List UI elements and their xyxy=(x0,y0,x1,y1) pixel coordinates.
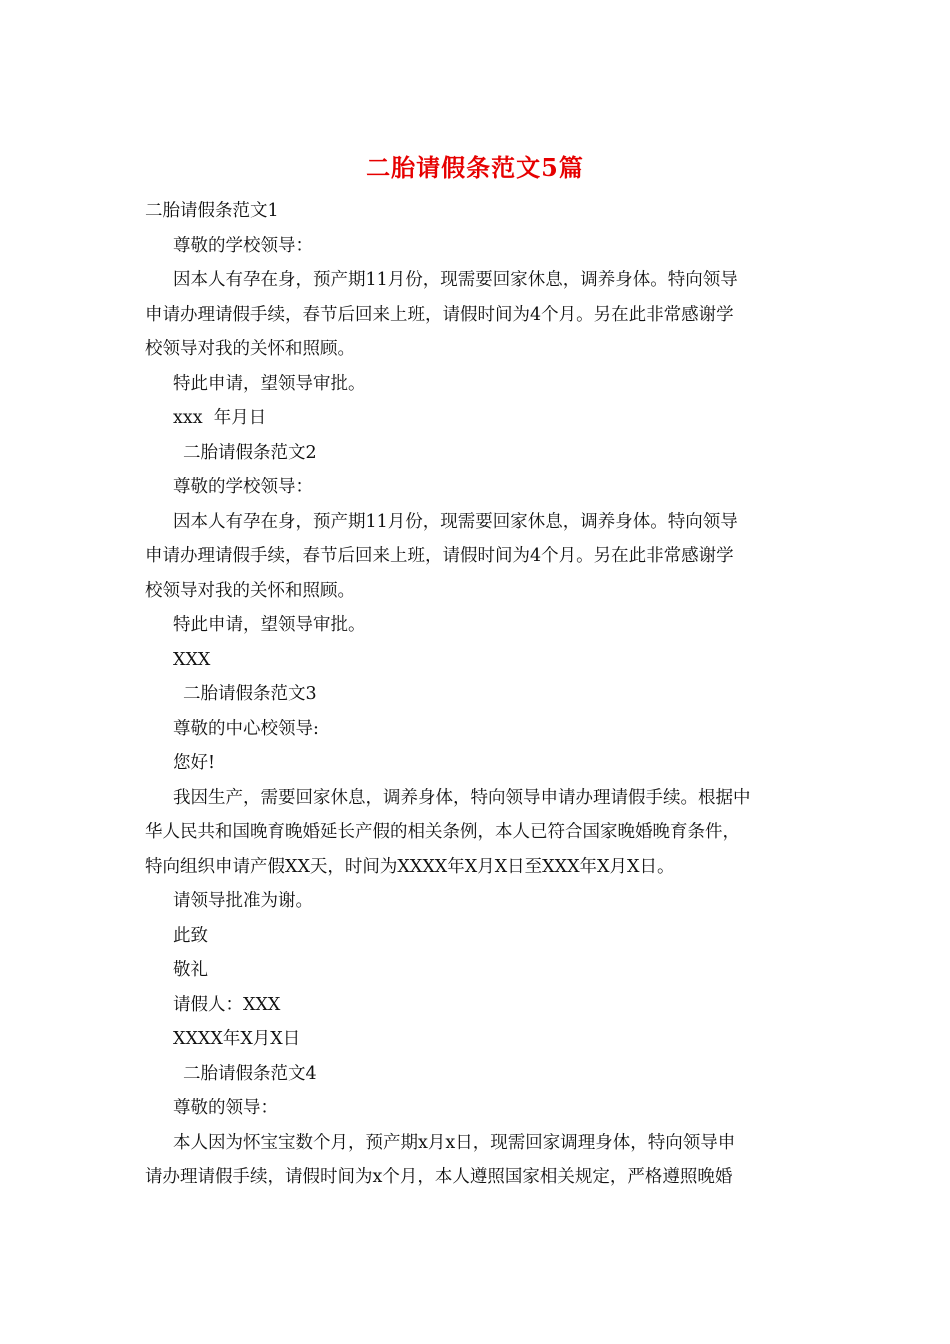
body-line: 本人因为怀宝宝数个月，预产期x月x日，现需回家调理身体，特向领导申 xyxy=(173,1132,736,1153)
salutation: 尊敬的领导： xyxy=(173,1098,278,1118)
salutation: 尊敬的学校领导： xyxy=(173,477,313,497)
body-line: 申请办理请假手续，春节后回来上班，请假时间为4个月。另在此非常感谢学 xyxy=(145,304,734,325)
body-line: 特向组织申请产假XX天，时间为XXXX年X月X日至XXX年X月X日。 xyxy=(145,856,675,877)
closing: 请领导批准为谢。 xyxy=(173,891,313,911)
closing: 特此申请，望领导审批。 xyxy=(173,615,366,635)
body-line: 因本人有孕在身，预产期11月份，现需要回家休息，调养身体。特向领导 xyxy=(173,270,738,290)
date: XXXX年X月X日 xyxy=(173,1029,301,1049)
document-body xyxy=(145,194,810,1195)
applicant: 请假人：XXX xyxy=(173,994,281,1015)
salutation: 尊敬的中心校领导: xyxy=(173,718,319,739)
section-heading: 二胎请假条范文2 xyxy=(183,442,317,463)
signature: xxx 年月日 xyxy=(173,408,267,428)
document-title: 二胎请假条范文5篇 xyxy=(366,153,584,182)
regards-line: 敬礼 xyxy=(173,960,208,980)
greeting: 您好! xyxy=(173,753,216,773)
section-heading: 二胎请假条范文1 xyxy=(145,201,279,221)
salutation: 尊敬的学校领导： xyxy=(173,235,313,256)
body-line: 请办理请假手续，请假时间为x个月，本人遵照国家相关规定，严格遵照晚婚 xyxy=(145,1167,733,1187)
regards-line: 此致 xyxy=(173,925,208,946)
section-heading: 二胎请假条范文3 xyxy=(183,684,317,704)
body-line: 我因生产，需要回家休息，调养身体，特向领导申请办理请假手续。根据中 xyxy=(173,787,751,808)
body-line: 华人民共和国晚育晚婚延长产假的相关条例，本人已符合国家晚婚晚育条件， xyxy=(145,822,740,842)
body-line: 因本人有孕在身，预产期11月份，现需要回家休息，调养身体。特向领导 xyxy=(173,511,738,532)
signature: XXX xyxy=(173,649,211,670)
section-heading: 二胎请假条范文4 xyxy=(183,1063,317,1084)
body-line: 校领导对我的关怀和照顾。 xyxy=(145,580,355,601)
body-line: 申请办理请假手续，春节后回来上班，请假时间为4个月。另在此非常感谢学 xyxy=(145,546,734,566)
body-line: 校领导对我的关怀和照顾。 xyxy=(145,339,355,359)
closing: 特此申请，望领导审批。 xyxy=(173,373,366,394)
